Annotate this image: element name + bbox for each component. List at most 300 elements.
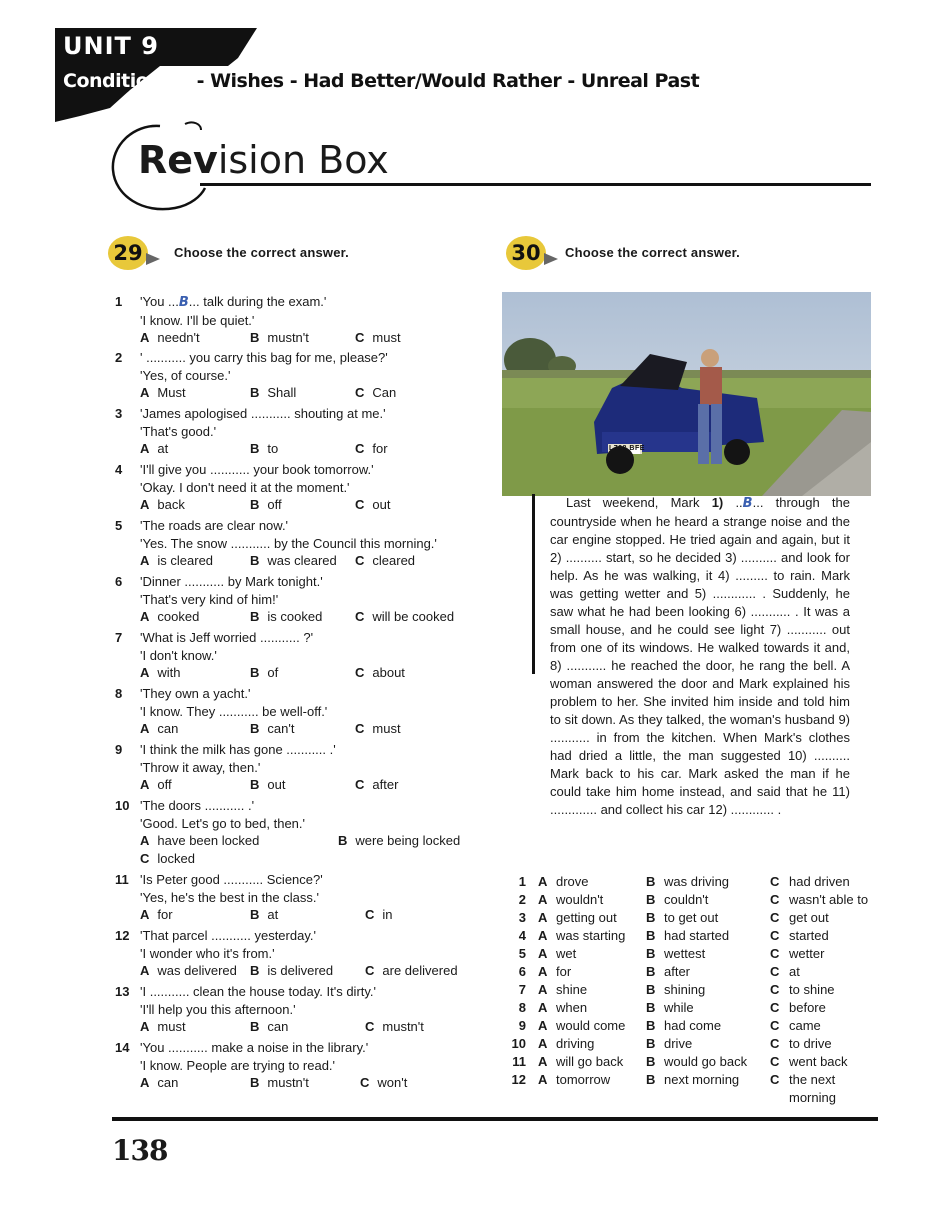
option-a[interactable] <box>140 1018 186 1036</box>
option-letter: A <box>140 330 150 345</box>
option-b[interactable]: to get out <box>664 910 719 925</box>
row-number: 4 <box>518 928 526 943</box>
option-b[interactable]: drive <box>664 1036 693 1051</box>
option-letter: A <box>538 1036 548 1051</box>
option-b[interactable]: couldn't <box>664 892 709 907</box>
option-letter: C <box>355 553 365 568</box>
options-row <box>510 927 880 945</box>
option-c[interactable] <box>355 384 396 402</box>
row-number: 3 <box>518 910 526 925</box>
option-text: must <box>157 1019 186 1034</box>
options-row-continued <box>510 1089 880 1107</box>
option-text: was cleared <box>267 553 337 568</box>
option-text: will be cooked <box>372 609 455 624</box>
option-a[interactable]: was starting <box>556 928 626 943</box>
row-number: 9 <box>518 1018 526 1033</box>
option-letter: C <box>355 777 365 792</box>
options-row <box>510 981 880 999</box>
question-line: 'They own a yacht.' <box>140 686 251 701</box>
option-c[interactable]: at <box>789 964 800 979</box>
unit-banner <box>0 0 944 130</box>
badge-30-pointer <box>544 253 558 265</box>
question-number: 10 <box>115 798 130 813</box>
option-a[interactable] <box>140 664 181 682</box>
option-letter: C <box>770 946 780 961</box>
option-text: mustn't <box>267 330 309 345</box>
question-line: 'What is Jeff worried ........... ?' <box>140 630 314 645</box>
option-letter: A <box>140 553 150 568</box>
option-letter: A <box>538 982 548 997</box>
option-text: out <box>372 497 391 512</box>
option-b[interactable]: next morning <box>664 1072 740 1087</box>
question-line: 'I don't know.' <box>140 647 217 663</box>
question-number: 5 <box>115 518 123 533</box>
option-letter: B <box>250 497 260 512</box>
exercise-30-options-table <box>510 873 880 1107</box>
option-letter: A <box>538 910 548 925</box>
option-text: can <box>157 1075 179 1090</box>
revision-box-title <box>138 138 389 182</box>
question-line: 'I know. They ........... be well-off.' <box>140 703 328 719</box>
option-letter: C <box>770 1000 780 1015</box>
question-line: ' ........... you carry this bag for me, please?' <box>140 350 388 365</box>
option-letter: B <box>250 553 260 568</box>
option-letter: B <box>250 441 260 456</box>
option-a[interactable]: for <box>556 964 572 979</box>
option-c[interactable]: came <box>789 1018 821 1033</box>
options-row <box>510 891 880 909</box>
option-a[interactable] <box>140 720 178 738</box>
question-item <box>115 871 495 924</box>
option-letter: B <box>646 964 656 979</box>
question-item <box>115 797 495 867</box>
option-b[interactable] <box>250 720 294 738</box>
option-text: is cleared <box>157 553 214 568</box>
option-letter: B <box>250 330 260 345</box>
question-item <box>115 685 495 738</box>
question-line: 'Yes, he's the best in the class.' <box>140 889 319 905</box>
unit-title: UNIT 9 <box>63 32 159 60</box>
option-letter: B <box>646 928 656 943</box>
option-text: needn't <box>157 330 200 345</box>
option-b[interactable] <box>250 962 333 980</box>
option-c[interactable]: before <box>789 1000 826 1015</box>
option-letter: A <box>140 721 150 736</box>
option-letter: C <box>770 982 780 997</box>
option-letter: B <box>646 1072 656 1087</box>
option-letter: B <box>250 665 260 680</box>
option-a[interactable] <box>140 329 200 347</box>
option-c[interactable] <box>355 552 415 570</box>
exercise-30-badge: 30 <box>506 236 546 270</box>
option-a[interactable]: wouldn't <box>556 892 604 907</box>
title-rest: ision Box <box>217 138 389 182</box>
question-line: 'I think the milk has gone ........... .' <box>140 742 336 757</box>
option-letter: A <box>538 874 548 889</box>
question-number: 3 <box>115 406 123 421</box>
option-text: for <box>372 441 388 456</box>
answer-options <box>140 329 495 347</box>
option-text: at <box>157 441 169 456</box>
option-text: to <box>267 441 279 456</box>
option-letter: C <box>140 850 150 866</box>
question-line: 'That's good.' <box>140 423 217 439</box>
options-row <box>510 909 880 927</box>
option-text: won't <box>377 1075 408 1090</box>
option-c[interactable] <box>140 850 195 868</box>
option-c[interactable] <box>355 329 401 347</box>
story-passage <box>550 494 850 819</box>
option-text: out <box>267 777 286 792</box>
option-letter: B <box>646 1036 656 1051</box>
row-number: 2 <box>518 892 526 907</box>
option-c[interactable] <box>365 906 393 924</box>
option-text: can <box>267 1019 289 1034</box>
option-letter: A <box>538 892 548 907</box>
option-letter: C <box>770 1036 780 1051</box>
question-line: 'Dinner ........... by Mark tonight.' <box>140 574 323 589</box>
option-text: is delivered <box>267 963 334 978</box>
option-letter: A <box>140 385 150 400</box>
option-b[interactable] <box>250 496 282 514</box>
option-letter: A <box>140 1075 150 1090</box>
row-number: 12 <box>511 1072 526 1087</box>
option-c[interactable]: get out <box>789 910 829 925</box>
option-text: cooked <box>157 609 200 624</box>
option-c[interactable]: the next <box>789 1072 836 1087</box>
option-letter: A <box>140 777 150 792</box>
answer-options <box>140 552 495 570</box>
option-a[interactable] <box>140 1074 178 1092</box>
option-letter: B <box>646 1054 656 1069</box>
option-letter: C <box>365 1019 375 1034</box>
option-letter: B <box>250 1075 260 1090</box>
option-a[interactable] <box>140 832 259 850</box>
option-text: of <box>267 665 279 680</box>
option-letter: C <box>770 1018 780 1033</box>
option-letter: A <box>538 1018 548 1033</box>
row-number: 10 <box>511 1036 526 1051</box>
option-letter: C <box>365 963 375 978</box>
option-text: were being locked <box>355 833 461 848</box>
option-a[interactable]: will go back <box>556 1054 624 1069</box>
option-c[interactable]: wetter <box>789 946 825 961</box>
answer-options <box>140 664 495 682</box>
answer-options <box>140 608 495 626</box>
option-letter: A <box>538 1054 548 1069</box>
row-number: 8 <box>518 1000 526 1015</box>
option-letter: B <box>646 1000 656 1015</box>
option-letter: B <box>250 963 260 978</box>
question-number: 13 <box>115 984 130 999</box>
option-letter: A <box>140 1019 150 1034</box>
option-letter: C <box>770 892 780 907</box>
question-line: 'I know. I'll be quiet.' <box>140 312 255 328</box>
exercise-29-instruction: Choose the correct answer. <box>174 245 349 260</box>
option-c[interactable]: went back <box>789 1054 848 1069</box>
exercise-30-instruction: Choose the correct answer. <box>565 245 740 260</box>
option-c[interactable] <box>365 1018 424 1036</box>
option-letter: A <box>538 1072 548 1087</box>
question-line: 'I wonder who it's from.' <box>140 945 275 961</box>
answer-mark: B <box>178 295 189 310</box>
question-item <box>115 629 495 682</box>
question-item <box>115 461 495 514</box>
options-row <box>510 1071 880 1089</box>
option-text: in <box>382 907 393 922</box>
question-number: 14 <box>115 1040 130 1055</box>
option-letter: C <box>355 330 365 345</box>
option-letter: A <box>140 665 150 680</box>
options-row <box>510 963 880 981</box>
option-c[interactable] <box>355 608 454 626</box>
option-c[interactable] <box>360 1074 407 1092</box>
question-text: ... talk during the exam.' <box>188 294 327 309</box>
options-row <box>510 1035 880 1053</box>
option-c[interactable]: to shine <box>789 982 835 997</box>
option-letter: B <box>646 910 656 925</box>
option-letter: A <box>538 946 548 961</box>
answer-options <box>140 776 495 794</box>
option-text: at <box>267 907 279 922</box>
options-row <box>510 999 880 1017</box>
question-line: 'Good. Let's go to bed, then.' <box>140 815 306 831</box>
option-c-continued: morning <box>789 1090 836 1105</box>
option-b[interactable] <box>250 776 285 794</box>
option-text: locked <box>157 850 195 866</box>
option-a[interactable]: when <box>556 1000 588 1015</box>
option-text: back <box>157 497 185 512</box>
option-a[interactable] <box>140 608 199 626</box>
unit-subtitle <box>63 70 699 92</box>
option-letter: C <box>770 874 780 889</box>
option-letter: B <box>646 982 656 997</box>
answer-options <box>140 720 495 738</box>
option-text: after <box>372 777 399 792</box>
option-letter: B <box>250 609 260 624</box>
passage-marker-1: 1) <box>711 495 724 510</box>
answer-options <box>140 440 495 458</box>
answer-options <box>140 832 495 850</box>
option-letter: A <box>140 497 150 512</box>
question-item <box>115 741 495 794</box>
question-item <box>115 573 495 626</box>
options-row <box>510 1053 880 1071</box>
option-c[interactable]: started <box>789 928 829 943</box>
answer-options <box>140 496 495 514</box>
option-text: can <box>157 721 179 736</box>
question-item <box>115 983 495 1036</box>
option-letter: B <box>250 1019 260 1034</box>
option-b[interactable] <box>250 1074 309 1092</box>
passage-answer-mark: B <box>742 496 753 511</box>
options-row <box>510 873 880 891</box>
option-text: must <box>372 330 401 345</box>
option-letter: C <box>355 665 365 680</box>
answer-options <box>140 906 495 924</box>
question-line <box>140 293 495 312</box>
page-number: 138 <box>112 1134 168 1167</box>
option-b[interactable]: wettest <box>664 946 706 961</box>
option-c[interactable]: wasn't able to <box>789 892 869 907</box>
option-letter: C <box>355 385 365 400</box>
option-a[interactable] <box>140 906 173 924</box>
option-c[interactable] <box>355 720 401 738</box>
answer-options <box>140 850 495 868</box>
title-rule <box>200 183 871 186</box>
option-letter: B <box>338 833 348 848</box>
option-c[interactable] <box>355 664 405 682</box>
option-letter: B <box>250 385 260 400</box>
title-bold: Rev <box>138 138 218 182</box>
option-letter: B <box>250 907 260 922</box>
question-number: 7 <box>115 630 123 645</box>
option-text: must <box>372 721 401 736</box>
question-number: 6 <box>115 574 123 589</box>
question-text: 'You ... <box>140 294 179 309</box>
banner-shape <box>0 0 944 130</box>
option-text: is cooked <box>267 609 323 624</box>
option-c[interactable] <box>355 776 398 794</box>
question-item <box>115 293 495 347</box>
option-text: Can <box>372 385 397 400</box>
option-b[interactable] <box>250 552 337 570</box>
option-letter: B <box>646 892 656 907</box>
options-row <box>510 1017 880 1035</box>
option-b[interactable]: after <box>664 964 691 979</box>
option-c[interactable] <box>365 962 458 980</box>
question-number: 9 <box>115 742 123 757</box>
row-number: 7 <box>518 982 526 997</box>
option-a[interactable]: tomorrow <box>556 1072 611 1087</box>
option-text: mustn't <box>382 1019 424 1034</box>
option-b[interactable] <box>250 608 322 626</box>
question-line: 'I'll help you this afternoon.' <box>140 1001 296 1017</box>
option-text: Shall <box>267 385 297 400</box>
option-text: have been locked <box>157 833 260 848</box>
option-a[interactable] <box>140 496 185 514</box>
option-a[interactable]: getting out <box>556 910 617 925</box>
option-text: are delivered <box>382 963 458 978</box>
answer-options <box>140 962 495 980</box>
question-line: 'That's very kind of him!' <box>140 591 279 607</box>
option-c[interactable] <box>355 496 390 514</box>
option-letter: C <box>365 907 375 922</box>
option-a[interactable] <box>140 384 186 402</box>
question-line: 'You ........... make a noise in the library.' <box>140 1040 369 1055</box>
passage-margin-bar <box>532 494 535 674</box>
question-line: 'I'll give you ........... your book tomorrow.' <box>140 462 374 477</box>
option-letter: C <box>770 1072 780 1087</box>
option-text: can't <box>267 721 295 736</box>
option-letter: C <box>770 964 780 979</box>
option-b[interactable] <box>250 329 309 347</box>
option-a[interactable]: wet <box>556 946 577 961</box>
option-b[interactable] <box>250 664 278 682</box>
question-item <box>115 927 495 980</box>
row-number: 6 <box>518 964 526 979</box>
option-a[interactable]: driving <box>556 1036 595 1051</box>
option-b[interactable] <box>338 832 460 850</box>
answer-options <box>140 1074 495 1092</box>
question-item <box>115 517 495 570</box>
option-a[interactable]: drove <box>556 874 589 889</box>
option-text: cleared <box>372 553 416 568</box>
option-letter: C <box>355 609 365 624</box>
option-letter: C <box>770 910 780 925</box>
option-b[interactable] <box>250 440 278 458</box>
option-text: was delivered <box>157 963 237 978</box>
row-number: 5 <box>518 946 526 961</box>
option-a[interactable]: shine <box>556 982 588 997</box>
option-a[interactable] <box>140 776 172 794</box>
question-line: 'Yes. The snow ........... by the Council this morning.' <box>140 535 437 551</box>
question-line: 'Okay. I don't need it at the moment.' <box>140 479 350 495</box>
question-line: 'I ........... clean the house today. It's dirty.' <box>140 984 377 999</box>
option-letter: A <box>538 964 548 979</box>
row-number: 11 <box>512 1054 526 1069</box>
question-line: 'Yes, of course.' <box>140 367 231 383</box>
option-letter: C <box>355 721 365 736</box>
option-letter: C <box>770 928 780 943</box>
option-a[interactable]: would come <box>556 1018 626 1033</box>
subtitle-conditionals: Conditionals <box>63 70 191 92</box>
option-letter: C <box>770 1054 780 1069</box>
option-b[interactable]: while <box>664 1000 694 1015</box>
option-a[interactable] <box>140 962 237 980</box>
answer-options <box>140 384 495 402</box>
option-text: for <box>157 907 173 922</box>
option-b[interactable]: had come <box>664 1018 722 1033</box>
question-item <box>115 349 495 402</box>
option-b[interactable] <box>250 906 278 924</box>
option-b[interactable]: was driving <box>664 874 730 889</box>
question-number: 4 <box>115 462 123 477</box>
option-letter: A <box>140 907 150 922</box>
badge-29-pointer <box>146 253 160 265</box>
option-letter: B <box>646 874 656 889</box>
number-plate: L728 BFE <box>609 445 645 452</box>
option-b[interactable]: shining <box>664 982 706 997</box>
option-b[interactable]: would go back <box>664 1054 748 1069</box>
question-line: 'Is Peter good ........... Science?' <box>140 872 323 887</box>
option-a[interactable] <box>140 552 213 570</box>
option-b[interactable]: had started <box>664 928 730 943</box>
passage-blank-post: ... <box>752 495 776 510</box>
option-letter: B <box>646 1018 656 1033</box>
question-number: 1 <box>115 294 123 309</box>
option-c[interactable]: to drive <box>789 1036 832 1051</box>
passage-text: through the countryside when he heard a strange noise and the car engine stopped. He tried again and again, but it 2) .......... start, so he decided 3) .......... and look for help. As he was walking, it 4) ......... to rain. Mark was getting wetter and 5) ............ . Suddenly, he saw what he had been looking 6) ........... . It was a small house, and he could see light 7) ........... out from one of its windows. He walked towards it and, 8) ........... he reached the door, he rang the bell. A woman answered the door and Mark explained his problem to her. She invited him inside and told him to sit down. As they talked, the woman's husband 9) ........... in from the kitchen. When Mark's clothes had dried a little, the man suggested 10) .......... Mark back to his car. Mark asked the man if he could take him home instead, and said that he 11) ............. and collect his car 12) ............ . <box>550 495 850 817</box>
option-letter: C <box>355 497 365 512</box>
row-number: 1 <box>518 874 526 889</box>
question-line: 'That parcel ........... yesterday.' <box>140 928 316 943</box>
option-a[interactable] <box>140 440 168 458</box>
option-b[interactable] <box>250 384 296 402</box>
exercise-29-badge: 29 <box>108 236 148 270</box>
question-number: 12 <box>115 928 130 943</box>
question-item <box>115 1039 495 1092</box>
option-text: off <box>157 777 172 792</box>
option-text: off <box>267 497 282 512</box>
option-b[interactable] <box>250 1018 288 1036</box>
answer-options <box>140 1018 495 1036</box>
option-c[interactable]: had driven <box>789 874 850 889</box>
option-c[interactable] <box>355 440 388 458</box>
passage-blank-pre: .. <box>723 495 743 510</box>
car-breakdown-photo <box>502 292 871 496</box>
question-item <box>115 405 495 458</box>
